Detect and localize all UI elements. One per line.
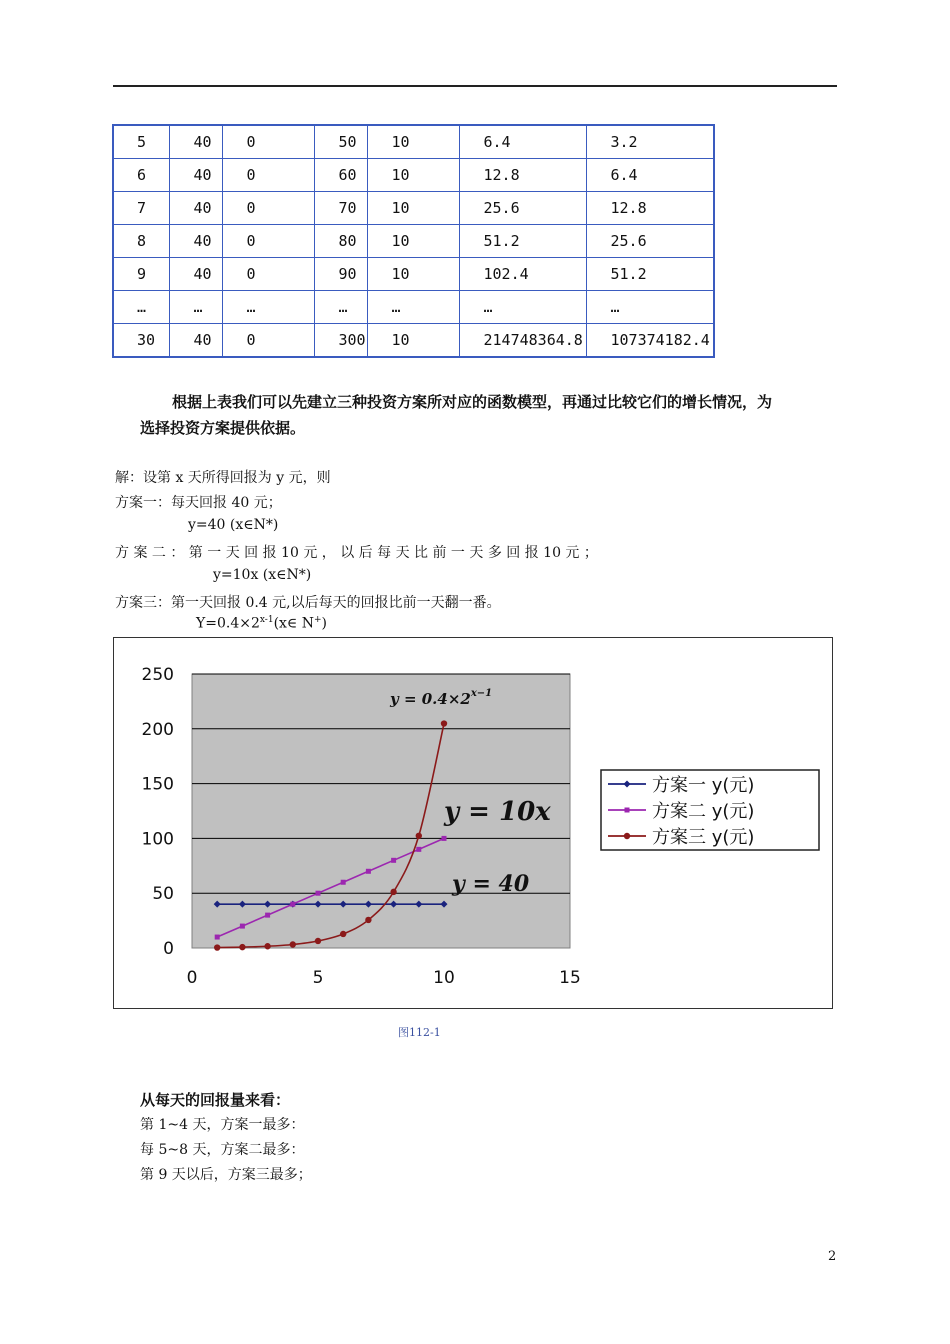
table-cell: 9 [113, 258, 169, 291]
y-tick-label: 100 [141, 829, 174, 850]
data-point [340, 931, 346, 937]
table-cell: … [222, 291, 314, 324]
table-cell: 40 [169, 159, 222, 192]
data-point [416, 833, 422, 839]
table-cell: 10 [367, 258, 459, 291]
table-row [113, 192, 714, 225]
table-cell: 10 [367, 192, 459, 225]
figure-caption: 图112-1 [398, 1026, 441, 1039]
data-point [290, 941, 296, 947]
x-tick-label: 10 [433, 968, 455, 988]
legend-marker [624, 833, 630, 839]
data-point [215, 935, 220, 940]
data-point [239, 944, 245, 950]
intro-paragraph-line1: 根据上表我们可以先建立三种投资方案所对应的函数模型，再通过比较它们的增长情况，为 [172, 393, 773, 411]
table-cell: 51.2 [459, 225, 586, 258]
table-cell: 6.4 [586, 159, 714, 192]
table-row [113, 159, 714, 192]
table-cell: 40 [169, 324, 222, 358]
solution-intro: 解：设第 x 天所得回报为 y 元，则 [115, 470, 331, 486]
table-cell: 80 [314, 225, 367, 258]
table-cell: 12.8 [586, 192, 714, 225]
y-tick-label: 50 [152, 884, 174, 905]
table-cell: 10 [367, 225, 459, 258]
data-point [265, 913, 270, 918]
table-cell: 10 [367, 159, 459, 192]
plan3-formula-exponent: x-1 [259, 615, 274, 625]
table-row [113, 291, 714, 324]
plan2-text: 方 案 二 ： 第 一 天 回 报 10 元 ， 以 后 每 天 比 前 一 天 多 回 报 10 元 ； [115, 545, 598, 561]
table-row [113, 225, 714, 258]
table-cell: 3.2 [586, 125, 714, 159]
table-cell: 300 [314, 324, 367, 358]
data-point [214, 944, 220, 950]
compare-line-2: 每 5~8 天，方案二最多： [140, 1142, 305, 1158]
table-cell: 40 [169, 192, 222, 225]
data-point [316, 891, 321, 896]
table-cell: 0 [222, 324, 314, 358]
data-point [290, 902, 295, 907]
table-cell: 70 [314, 192, 367, 225]
plan3-formula-close: ) [321, 615, 327, 632]
table-cell: 102.4 [459, 258, 586, 291]
compare-title: 从每天的回报量来看： [140, 1091, 291, 1109]
data-table [112, 124, 715, 358]
header-rule [113, 85, 837, 87]
curve-label-linear: y = 10x [444, 797, 551, 827]
data-point [390, 889, 396, 895]
data-point [341, 880, 346, 885]
legend-label: 方案二 y(元) [652, 801, 755, 822]
y-tick-label: 150 [141, 774, 174, 795]
table-cell: 7 [113, 192, 169, 225]
intro-paragraph-line2: 选择投资方案提供依据。 [140, 419, 306, 437]
table-cell: 0 [222, 192, 314, 225]
table-cell: 60 [314, 159, 367, 192]
table-cell: … [459, 291, 586, 324]
table-cell: 40 [169, 258, 222, 291]
table-cell: 0 [222, 258, 314, 291]
table-cell: 0 [222, 125, 314, 159]
curve-label-exponential-main: y = 0.4×2 [390, 690, 471, 708]
x-tick-label: 15 [559, 968, 581, 988]
plan3-formula-domain: (x∈ N [273, 615, 314, 632]
table-row [113, 324, 714, 358]
data-point [315, 938, 321, 944]
returns-chart [114, 638, 832, 1007]
table-cell: 40 [169, 125, 222, 159]
data-point [441, 720, 447, 726]
table-cell: 40 [169, 225, 222, 258]
plan2-formula: y=10x (x∈N*) [213, 567, 312, 583]
table-cell: 214748364.8 [459, 324, 586, 358]
data-point [416, 847, 421, 852]
page-number: 2 [828, 1249, 837, 1264]
curve-label-exponential-exponent: x−1 [470, 688, 493, 699]
table-cell: 0 [222, 225, 314, 258]
plan3-formula [196, 615, 327, 632]
table-cell: … [169, 291, 222, 324]
plan1-text: 方案一：每天回报 40 元； [115, 495, 282, 511]
data-point [365, 917, 371, 923]
x-tick-label: 5 [312, 968, 324, 988]
table-cell: 25.6 [586, 225, 714, 258]
legend-label: 方案一 y(元) [652, 775, 755, 796]
table-cell: 107374182.4 [586, 324, 714, 358]
plan3-formula-plus: + [313, 615, 322, 625]
plan1-formula: y=40 (x∈N*) [188, 517, 279, 533]
y-tick-label: 200 [141, 719, 174, 740]
table-row [113, 125, 714, 159]
data-point [240, 924, 245, 929]
plan3-formula-base: Y=0.4×2 [196, 615, 260, 632]
table-cell: … [314, 291, 367, 324]
table-cell: 51.2 [586, 258, 714, 291]
table-cell: … [113, 291, 169, 324]
table-cell: 50 [314, 125, 367, 159]
table-cell: 10 [367, 324, 459, 358]
legend-label: 方案三 y(元) [652, 827, 755, 848]
curve-label-constant: y = 40 [452, 871, 530, 897]
table-cell: 0 [222, 159, 314, 192]
table-cell: 30 [113, 324, 169, 358]
table-cell: 90 [314, 258, 367, 291]
table-cell: … [586, 291, 714, 324]
table-cell: 10 [367, 125, 459, 159]
table-cell: 5 [113, 125, 169, 159]
table-cell: 6 [113, 159, 169, 192]
compare-line-1: 第 1~4 天，方案一最多： [140, 1117, 305, 1133]
chart-frame [113, 637, 833, 1009]
x-tick-label: 0 [186, 968, 198, 988]
y-tick-label: 0 [163, 939, 174, 959]
table-cell: 25.6 [459, 192, 586, 225]
data-point [366, 869, 371, 874]
data-point [391, 858, 396, 863]
table-cell: 12.8 [459, 159, 586, 192]
table-row [113, 258, 714, 291]
table-cell: 8 [113, 225, 169, 258]
legend-marker [625, 808, 630, 813]
data-point [264, 943, 270, 949]
data-point [442, 836, 447, 841]
compare-line-3: 第 9 天以后，方案三最多； [140, 1167, 312, 1183]
table-cell: 6.4 [459, 125, 586, 159]
y-tick-label: 250 [141, 665, 174, 685]
plan3-text: 方案三：第一天回报 0.4 元,以后每天的回报比前一天翻一番。 [115, 595, 501, 611]
table-cell: … [367, 291, 459, 324]
